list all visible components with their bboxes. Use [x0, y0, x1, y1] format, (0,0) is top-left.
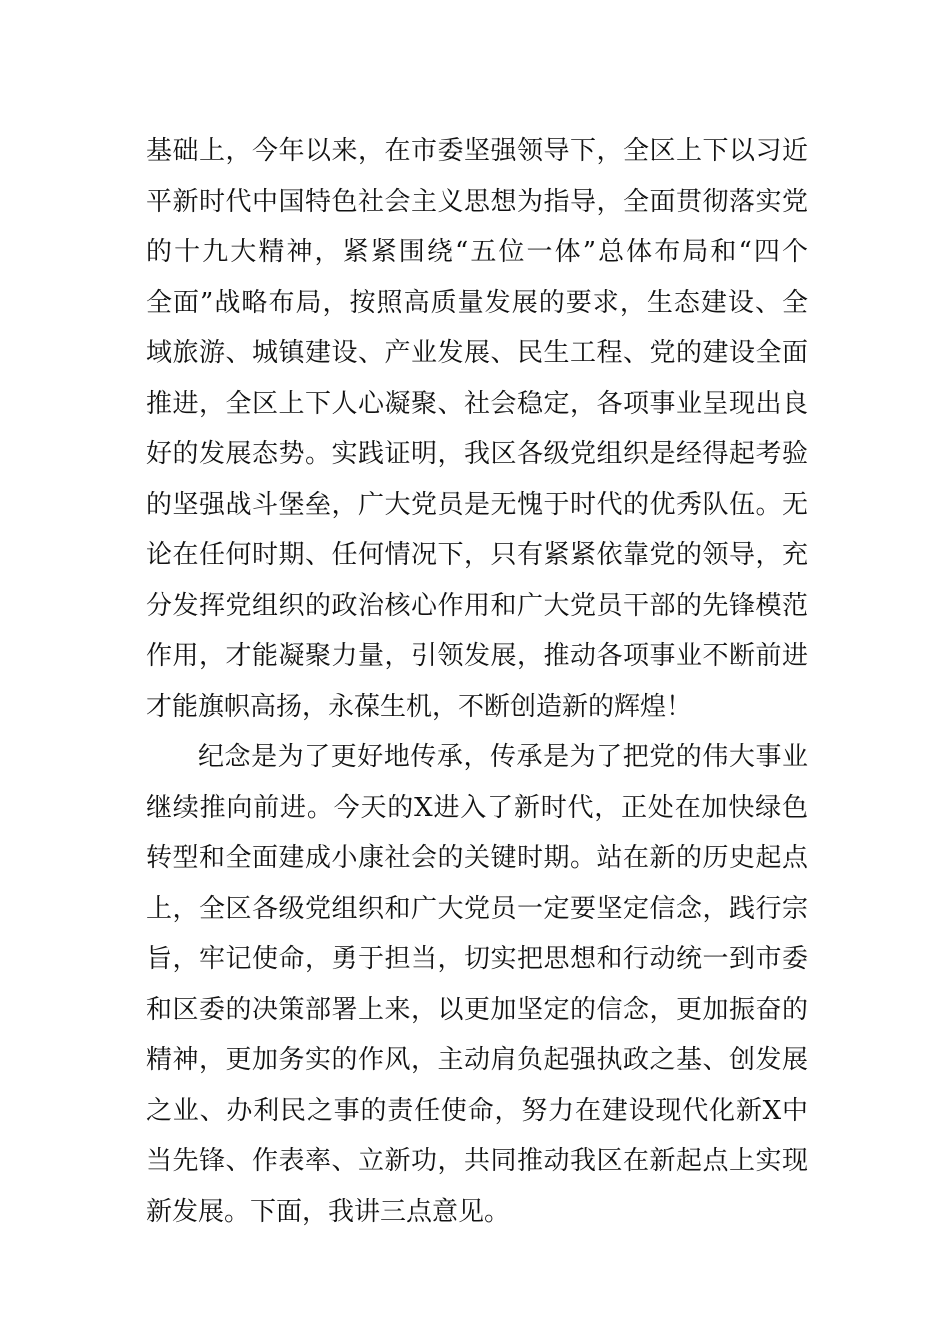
text-line: 当先锋、作表率、立新功，共同推动我区在新起点上实现 [146, 1146, 808, 1176]
text-line: 全面”战略布局，按照高质量发展的要求，生态建设、全 [146, 287, 808, 318]
text-line: 分发挥党组织的政治核心作用和广大党员干部的先锋模范 [146, 590, 808, 621]
text-line: 转型和全面建成小康社会的关键时期。站在新的历史起点 [146, 843, 808, 873]
text-line: 才能旗帜高扬，永葆生机，不断创造新的辉煌！ [146, 691, 693, 722]
text-line: 和区委的决策部署上来，以更加坚定的信念，更加振奋的 [146, 994, 808, 1025]
document-body [146, 126, 808, 1237]
text-line: 域旅游、城镇建设、产业发展、民生工程、党的建设全面 [146, 338, 808, 368]
text-line: 推进，全区上下人心凝聚、社会稳定，各项事业呈现出良 [146, 388, 808, 419]
text-line: 好的发展态势。实践证明，我区各级党组织是经得起考验 [146, 439, 808, 469]
text-line: 基础上，今年以来，在市委坚强领导下，全区上下以习近 [146, 136, 808, 166]
text-line: 纪念是为了更好地传承，传承是为了把党的伟大事业 [198, 742, 808, 772]
text-line: 新发展。下面，我讲三点意见。 [146, 1196, 511, 1227]
text-line: 论在任何时期、任何情况下，只有紧紧依靠党的领导，充 [146, 540, 808, 570]
text-line: 继续推向前进。今天的X进入了新时代，正处在加快绿色 [146, 792, 808, 823]
text-line: 旨，牢记使命，勇于担当，切实把思想和行动统一到市委 [146, 944, 808, 974]
text-line: 平新时代中国特色社会主义思想为指导，全面贯彻落实党 [146, 186, 808, 217]
text-line: 作用，才能凝聚力量，引领发展，推动各项事业不断前进 [146, 641, 808, 671]
paragraph-1 [146, 126, 808, 732]
paragraph-2 [146, 732, 808, 1237]
text-line: 的坚强战斗堡垒，广大党员是无愧于时代的优秀队伍。无 [146, 489, 808, 520]
text-line: 的十九大精神，紧紧围绕“五位一体”总体布局和“四个 [146, 237, 808, 267]
text-line: 精神，更加务实的作风，主动肩负起强执政之基、创发展 [146, 1045, 808, 1075]
text-line: 之业、办利民之事的责任使命，努力在建设现代化新X中 [146, 1095, 808, 1126]
text-line: 上，全区各级党组织和广大党员一定要坚定信念，践行宗 [146, 893, 808, 924]
